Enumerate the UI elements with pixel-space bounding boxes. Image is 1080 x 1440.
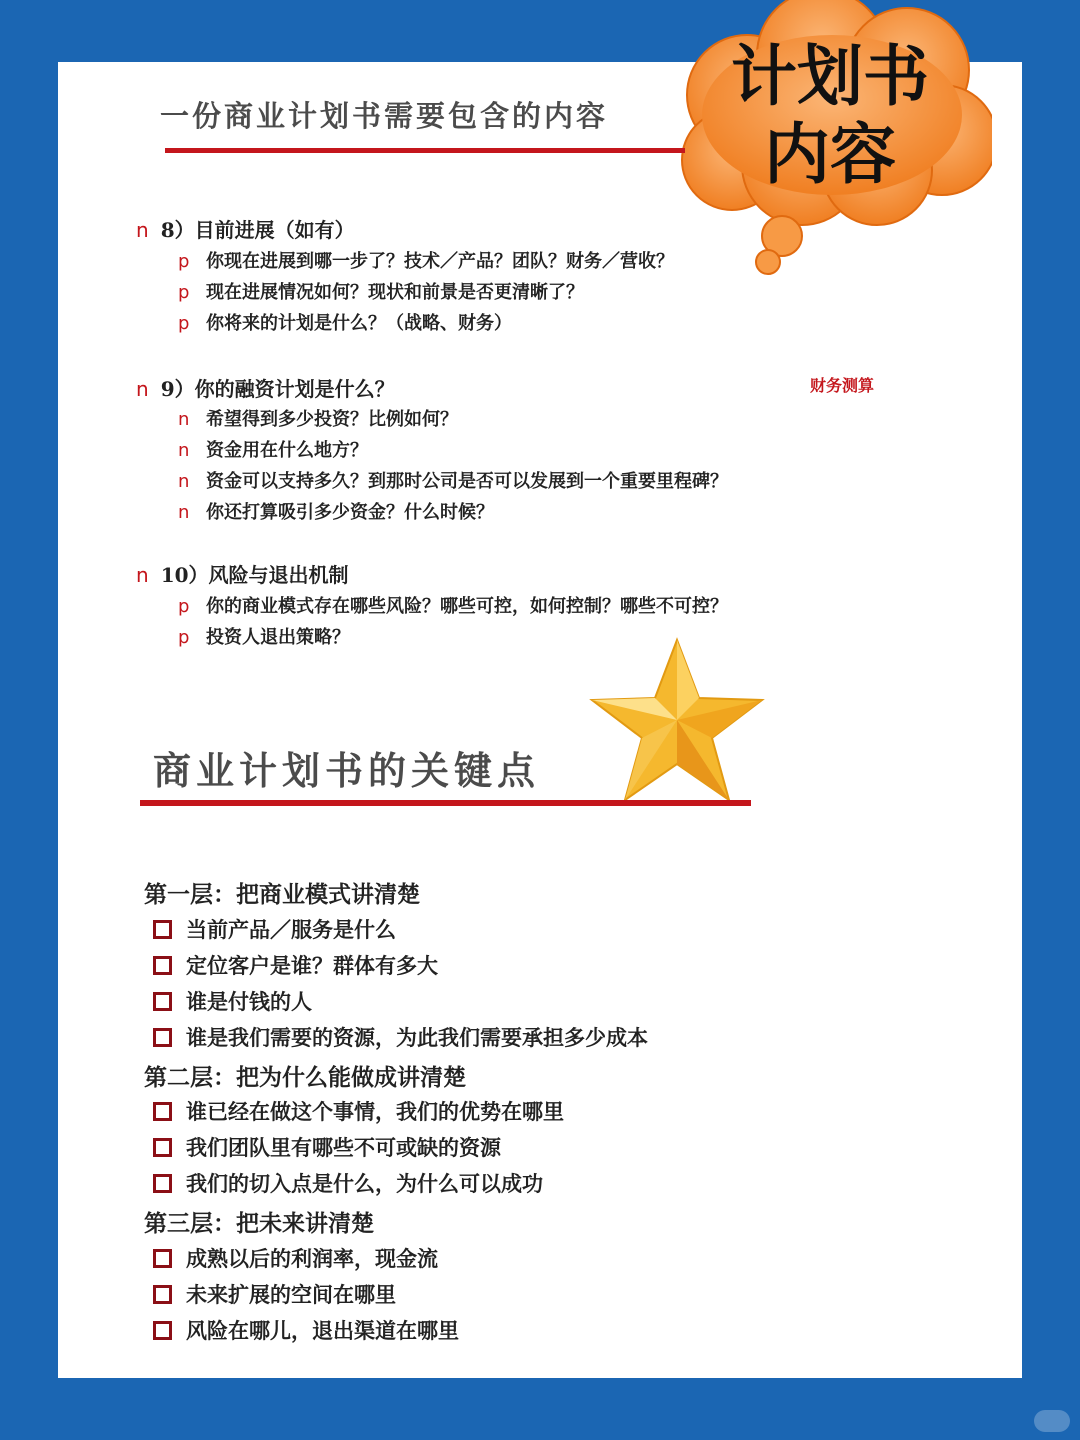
checklist-item-text: 谁是付钱的人: [186, 989, 312, 1014]
financial-note: 财务测算: [810, 376, 875, 395]
list-item: [178, 623, 350, 649]
checklist-item: [153, 986, 312, 1016]
checklist-item: [153, 914, 396, 944]
checklist-item: [153, 1315, 459, 1345]
bullet-marker: p: [178, 282, 190, 303]
list-item: [178, 498, 494, 524]
checklist-item-text: 谁已经在做这个事情，我们的优势在哪里: [186, 1099, 564, 1124]
list-item-text: 现在进展情况如何？现状和前景是否更清晰了？: [206, 282, 584, 303]
list-item: [178, 309, 512, 335]
checklist-item: [153, 1096, 564, 1126]
layer-heading: 第三层：把未来讲清楚: [144, 1210, 374, 1237]
checkbox-icon: [153, 920, 172, 939]
list-item: [178, 405, 458, 431]
bullet-marker: n: [178, 502, 190, 523]
checkbox-icon: [153, 1321, 172, 1340]
section-heading-9: [136, 373, 395, 402]
checklist-item: [153, 1022, 648, 1052]
checkbox-icon: [153, 1285, 172, 1304]
heading-text: 8）目前进展（如有）: [160, 218, 355, 242]
checklist-item-text: 定位客户是谁？群体有多大: [186, 953, 438, 978]
title-underline: [165, 148, 685, 153]
checkbox-icon: [153, 1138, 172, 1157]
checkbox-icon: [153, 1174, 172, 1193]
checklist-item-text: 我们的切入点是什么，为什么可以成功: [186, 1171, 543, 1196]
checklist-item: [153, 1168, 543, 1198]
list-item: [178, 278, 584, 304]
checklist-item: [153, 1132, 501, 1162]
checklist-item-text: 成熟以后的利润率，现金流: [186, 1246, 438, 1271]
heading-text: 10）风险与退出机制: [160, 563, 349, 587]
list-item-text: 你还打算吸引多少资金？什么时候？: [206, 502, 494, 523]
checklist-item-text: 未来扩展的空间在哪里: [186, 1282, 396, 1307]
checklist-item-text: 我们团队里有哪些不可或缺的资源: [186, 1135, 501, 1160]
checklist-item: [153, 1279, 396, 1309]
bullet-marker: n: [178, 471, 190, 492]
checkbox-icon: [153, 1028, 172, 1047]
checkbox-icon: [153, 1102, 172, 1121]
checklist-item-text: 谁是我们需要的资源，为此我们需要承担多少成本: [186, 1025, 648, 1050]
badge-line2: 内容: [764, 116, 896, 193]
checkbox-icon: [153, 1249, 172, 1268]
layer-heading: 第二层：把为什么能做成讲清楚: [144, 1064, 466, 1091]
watermark: [1034, 1410, 1070, 1432]
title-underline: [140, 800, 751, 806]
section-title-key-points: 商业计划书的关键点: [153, 748, 541, 793]
checklist-item: [153, 1243, 438, 1273]
bullet-marker: n: [136, 218, 149, 242]
bullet-marker: p: [178, 627, 190, 648]
list-item-text: 你将来的计划是什么？（战略、财务）: [206, 313, 512, 334]
cloud-badge-text: [700, 38, 960, 194]
checklist-item-text: 风险在哪儿，退出渠道在哪里: [186, 1318, 459, 1343]
section-heading-10: [136, 559, 349, 588]
badge-line1: 计划书: [731, 38, 929, 115]
bullet-marker: n: [136, 377, 149, 401]
heading-text: 9）你的融资计划是什么？: [160, 377, 395, 401]
list-item-text: 资金可以支持多久？到那时公司是否可以发展到一个重要里程碑？: [206, 471, 728, 492]
bullet-marker: n: [178, 440, 190, 461]
checkbox-icon: [153, 992, 172, 1011]
checklist-item-text: 当前产品／服务是什么: [186, 917, 396, 942]
bullet-marker: p: [178, 313, 190, 334]
layer-heading: 第一层：把商业模式讲清楚: [144, 881, 420, 908]
list-item-text: 资金用在什么地方？: [206, 440, 368, 461]
star-icon: [588, 636, 766, 804]
bullet-marker: n: [178, 409, 190, 430]
checklist-item: [153, 950, 438, 980]
bullet-marker: n: [136, 563, 149, 587]
list-item: [178, 436, 368, 462]
list-item: [178, 247, 674, 273]
list-item: [178, 592, 728, 618]
checkbox-icon: [153, 956, 172, 975]
list-item-text: 你的商业模式存在哪些风险？哪些可控，如何控制？哪些不可控？: [206, 596, 728, 617]
bullet-marker: p: [178, 596, 190, 617]
list-item-text: 你现在进展到哪一步了？技术／产品？团队？财务／营收？: [206, 251, 674, 272]
bullet-marker: p: [178, 251, 190, 272]
list-item: [178, 467, 728, 493]
section-title-contents: 一份商业计划书需要包含的内容: [160, 99, 609, 133]
list-item-text: 希望得到多少投资？比例如何？: [206, 409, 458, 430]
list-item-text: 投资人退出策略？: [206, 627, 350, 648]
section-heading-8: [136, 214, 355, 243]
